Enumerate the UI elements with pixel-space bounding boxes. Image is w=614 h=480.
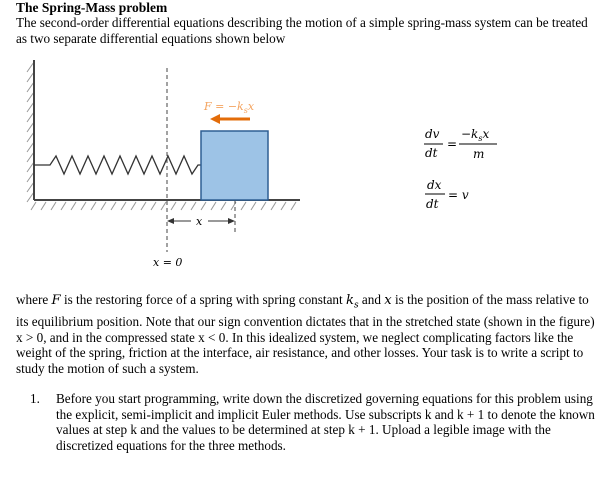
equation-dv-dt bbox=[424, 127, 497, 161]
equation-dx-dt bbox=[425, 178, 469, 211]
force-arrow-head bbox=[210, 114, 220, 124]
mass-block bbox=[201, 131, 268, 200]
page-title: The Spring-Mass problem bbox=[16, 0, 168, 15]
svg-text:−ksx: $-k_sx$ bbox=[461, 127, 490, 143]
position-symbol: x bbox=[384, 293, 392, 308]
svg-text:= v: = v bbox=[448, 188, 469, 202]
description-paragraph: where F is the restoring force of a spring with spring constant $k_s$ and x is the position of the mass relative to its equilibrium position. Note that our sign convention dictates that in the stretched state (shown in the figure) x > 0, and in the compressed state x < 0. In this idealized system, we neglect complicating factors like the weight of the spring, friction at the interface, air resistance, and other losses. Your task is to write a script to study the motion of such a system. bbox=[16, 292, 595, 376]
svg-text:dt: dt bbox=[425, 146, 438, 160]
displacement-label: x bbox=[196, 215, 203, 228]
list-item: 1. Before you start programming, write down the discretized governing equations for this problem using the explicit, semi-implicit and implicit Euler methods. Use subscripts k and k + 1 to denote the known values at step k and the values to be determined at step k + 1. Upload a legible image with the discretized equations for the three methods. bbox=[30, 391, 595, 453]
displacement-arrow-left-head bbox=[167, 218, 174, 224]
force-label: $F = -k_sx$ bbox=[204, 100, 255, 115]
floor-hatch bbox=[31, 202, 296, 210]
spring-constant-symbol: $k_s$ bbox=[345, 293, 359, 311]
intro-text: The second-order differential equations describing the motion of a simple spring-mass system can be treated as two separate differential equations shown below bbox=[16, 15, 588, 46]
task-list bbox=[16, 391, 601, 453]
svg-text:dv: dv bbox=[425, 127, 440, 141]
origin-label: x = 0 bbox=[153, 256, 183, 269]
svg-text:dx: dx bbox=[427, 178, 442, 192]
displacement-arrow-right-head bbox=[228, 218, 235, 224]
wall-hatch bbox=[27, 62, 34, 202]
svg-text:=: = bbox=[447, 137, 458, 151]
svg-text:m: m bbox=[473, 147, 485, 161]
svg-text:dt: dt bbox=[426, 197, 439, 211]
spring bbox=[34, 156, 201, 174]
force-symbol: F bbox=[51, 293, 61, 308]
